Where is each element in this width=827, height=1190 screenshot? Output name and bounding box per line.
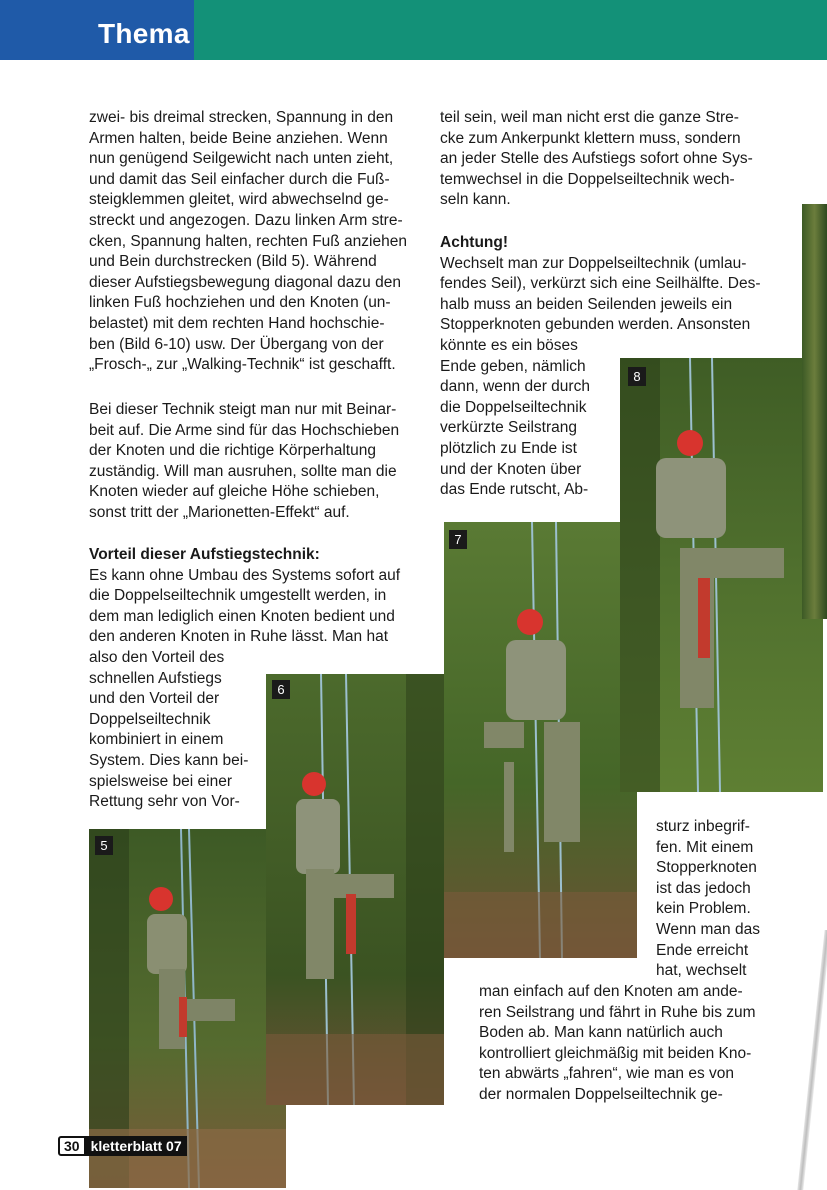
text-line: dem man lediglich einen Knoten bedient und <box>89 607 395 625</box>
text-line: die Doppelseiltechnik <box>440 398 587 416</box>
text-line: schnellen Aufstiegs <box>89 669 222 687</box>
text-line: spielsweise bei einer <box>89 772 233 790</box>
section-title: Thema <box>98 18 190 49</box>
photo-8 <box>620 358 823 792</box>
text-line: und der Knoten über <box>440 460 582 478</box>
text-line: sonst tritt der „Marionetten-Effekt“ auf. <box>89 503 350 521</box>
text-line: Rettung sehr von Vor- <box>89 793 240 811</box>
adjacent-page-photo-edge <box>802 204 827 619</box>
magazine-name: kletterblatt 07 <box>86 1136 187 1156</box>
col2-para3 <box>479 982 756 1106</box>
text-line: ist das jedoch <box>656 879 751 897</box>
text-line: Wechselt man zur Doppelseiltechnik (umlau- <box>440 254 747 272</box>
text-line: Knoten wieder auf gleiche Höhe schieben, <box>89 483 380 501</box>
col1-para1 <box>89 108 407 376</box>
subheading: Vorteil dieser Aufstiegstechnik: <box>89 546 320 563</box>
text-line: Stopperknoten <box>656 859 757 877</box>
text-line: Armen halten, beide Beine anziehen. Wenn <box>89 129 388 147</box>
text-line: teil sein, weil man nicht erst die ganze Stre- <box>440 109 739 126</box>
subheading: Achtung! <box>440 234 509 251</box>
text-line: fendes Seil), verkürzt sich eine Seilhälfte. Des- <box>440 275 761 293</box>
text-line: System. Dies kann bei- <box>89 751 249 769</box>
header-green-bar <box>194 0 827 60</box>
text-line: an jeder Stelle des Aufstiegs sofort ohne Sys- <box>440 150 753 168</box>
photo-number-badge: 7 <box>449 530 467 549</box>
col2-para1 <box>440 108 753 211</box>
text-line: man einfach auf den Knoten am ande- <box>479 983 743 1000</box>
text-line: der normalen Doppelseiltechnik ge- <box>479 1085 723 1103</box>
text-line: Stopperknoten gebunden werden. Ansonsten <box>440 316 751 334</box>
text-line: sturz inbegrif- <box>656 818 750 835</box>
text-line: der Knoten und die richtige Körperhaltung <box>89 442 376 460</box>
text-line: Ende erreicht <box>656 941 749 959</box>
text-line: ten abwärts „fahren“, wie man es von <box>479 1065 735 1083</box>
text-line: temwechsel in die Doppelseiltechnik wech- <box>440 170 735 188</box>
text-line: kombiniert in einem <box>89 731 224 749</box>
text-line: streckt und angezogen. Dazu linken Arm stre- <box>89 211 403 229</box>
text-line: fen. Mit einem <box>656 838 754 856</box>
col1-para2 <box>89 400 399 524</box>
text-line: beit auf. Die Arme sind für das Hochschieben <box>89 421 400 439</box>
text-line: Wenn man das <box>656 920 760 938</box>
text-line: und damit das Seil einfacher durch die Fuß- <box>89 170 390 188</box>
text-line: plötzlich zu Ende ist <box>440 439 577 457</box>
text-line: steigklemmen gleitet, wird abwechselnd ge- <box>89 191 389 209</box>
text-line: kontrolliert gleichmäßig mit beiden Kno- <box>479 1044 752 1062</box>
text-line: Doppelseiltechnik <box>89 710 211 728</box>
text-line: Ende geben, nämlich <box>440 357 586 375</box>
climber-photo-image <box>266 674 444 1105</box>
text-line: belastet) mit dem rechten Hand hochschie- <box>89 314 385 332</box>
photo-5 <box>89 829 286 1188</box>
page-footer <box>58 1136 187 1156</box>
text-line: dieser Aufstiegsbewegung diagonal dazu den <box>89 273 401 291</box>
col2-para3-narrow <box>656 817 760 982</box>
text-line: den anderen Knoten in Ruhe lässt. Man hat <box>89 628 389 646</box>
text-line: cken, Spannung halten, rechten Fuß anziehen <box>89 232 407 250</box>
page-number: 30 <box>58 1136 86 1156</box>
page-curl-edge <box>797 930 827 1190</box>
text-line: könnte es ein böses <box>440 336 578 354</box>
text-line: ren Seilstrang und fährt in Ruhe bis zum <box>479 1003 756 1021</box>
text-line: dann, wenn der durch <box>440 378 590 396</box>
text-line: Bei dieser Technik steigt man nur mit Beinar- <box>89 401 397 418</box>
text-line: das Ende rutscht, Ab- <box>440 481 589 499</box>
text-line: Boden ab. Man kann natürlich auch <box>479 1024 723 1042</box>
text-line: cke zum Ankerpunkt klettern muss, sondern <box>440 129 741 147</box>
climber-photo-image <box>620 358 823 792</box>
text-line: und Bein durchstrecken (Bild 5). Während <box>89 253 377 271</box>
photo-number-badge: 6 <box>272 680 290 699</box>
photo-6 <box>266 674 444 1105</box>
photo-7 <box>444 522 637 958</box>
text-line: seln kann. <box>440 191 511 209</box>
text-line: hat, wechselt <box>656 962 747 980</box>
text-line: die Doppelseiltechnik umgestellt werden, in <box>89 587 387 605</box>
text-line: verkürzte Seilstrang <box>440 419 577 437</box>
text-line: nun genügend Seilgewicht nach unten zieht, <box>89 150 394 168</box>
text-line: linken Fuß hochziehen und den Knoten (un- <box>89 294 391 312</box>
text-line: halb muss an beiden Seilenden jeweils ein <box>440 295 733 313</box>
photo-number-badge: 8 <box>628 367 646 386</box>
text-line: zwei- bis dreimal strecken, Spannung in den <box>89 109 394 126</box>
text-line: kein Problem. <box>656 900 751 918</box>
text-line: Es kann ohne Umbau des Systems sofort auf <box>89 566 401 584</box>
text-line: „Frosch-„ zur „Walking-Technik“ ist geschafft. <box>89 356 396 374</box>
text-line: ben (Bild 6-10) usw. Der Übergang von der <box>89 335 384 353</box>
climber-photo-image <box>444 522 637 958</box>
text-line: zuständig. Will man ausruhen, sollte man die <box>89 462 397 480</box>
climber-photo-image <box>89 829 286 1188</box>
text-line: und den Vorteil der <box>89 690 220 708</box>
photo-number-badge: 5 <box>95 836 113 855</box>
text-line: also den Vorteil des <box>89 648 225 666</box>
